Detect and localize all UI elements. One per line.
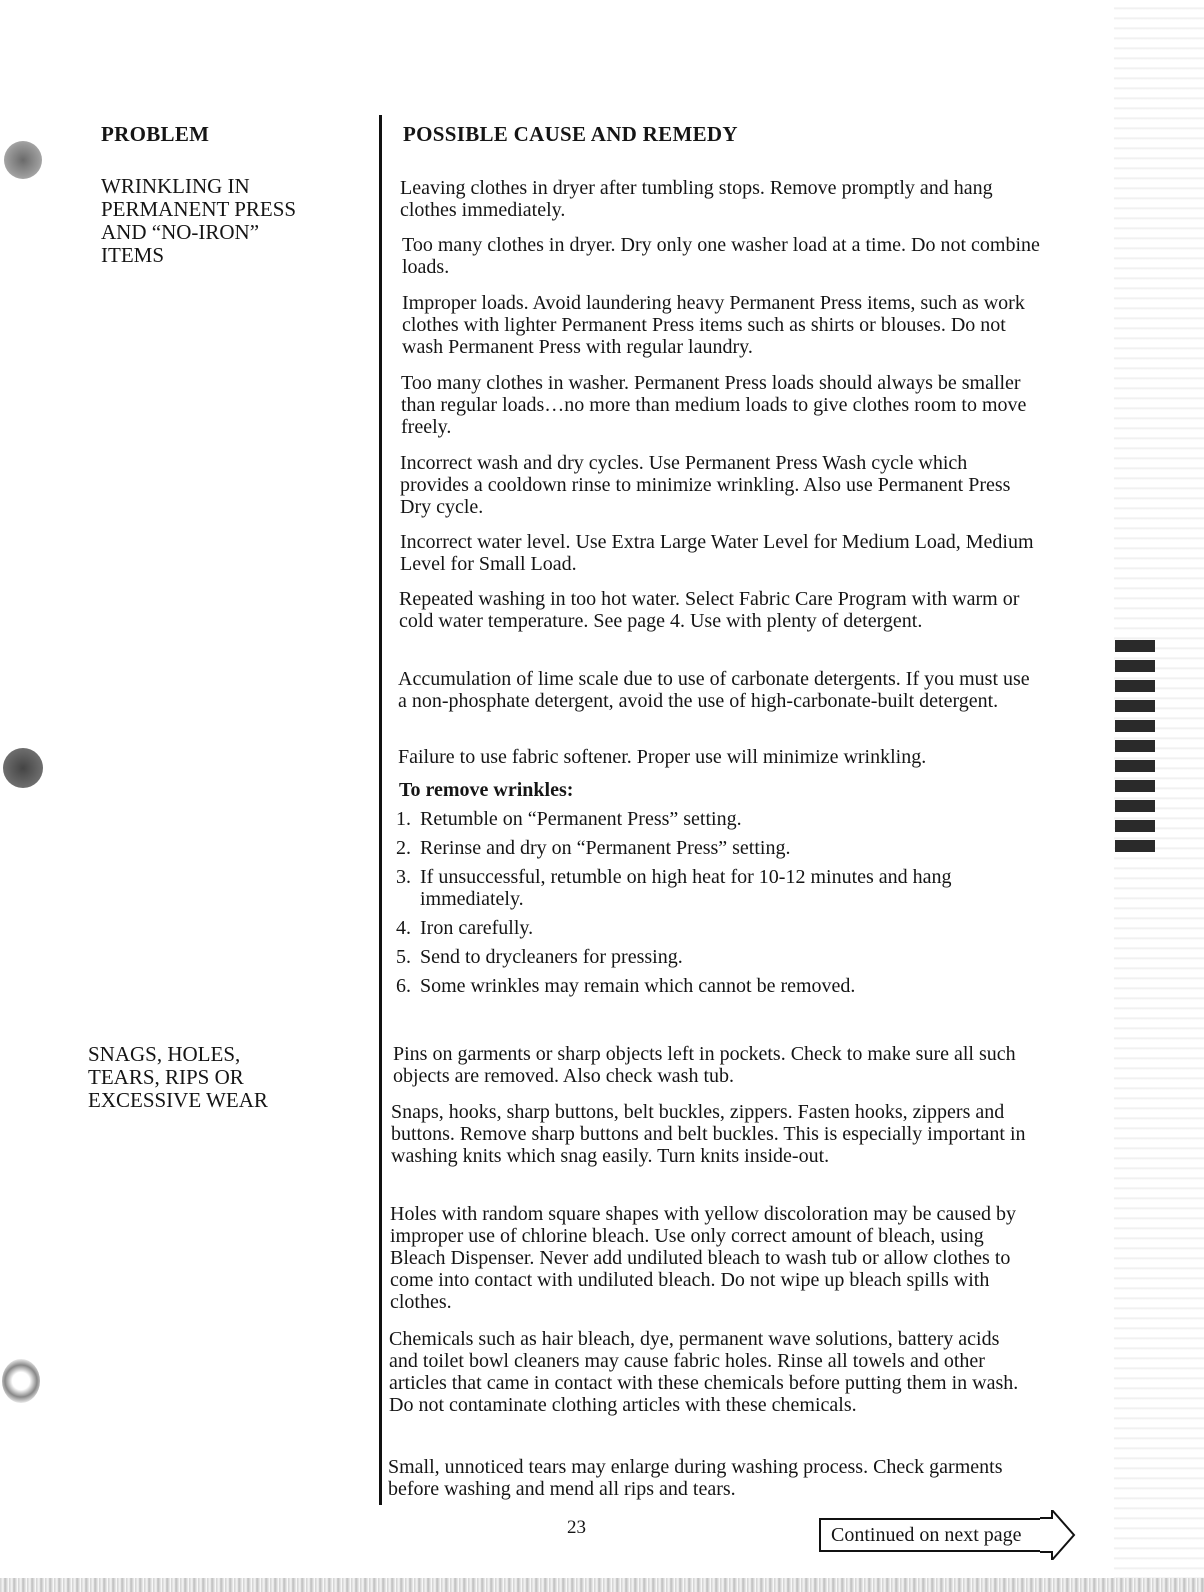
scan-bottom-edge: [0, 1578, 1204, 1592]
remove-wrinkles-heading: To remove wrinkles:: [399, 779, 574, 801]
wrinkling-cause-8: Accumulation of lime scale due to use of carbonate detergents. If you must use a non-phosphate detergent, avoid the use of high-carbonate-built detergent.: [398, 668, 1030, 712]
list-item: 3. If unsuccessful, retumble on high heat for 10-12 minutes and hang immediately.: [396, 866, 952, 910]
wrinkling-cause-4: Too many clothes in washer. Permanent Press loads should always be smaller than regular loads…no more than medium loads to give clothes room to move freely.: [401, 372, 1027, 438]
wrinkling-cause-5: Incorrect wash and dry cycles. Use Permanent Press Wash cycle which provides a cooldown rinse to minimize wrinkling. Also use Permanent Press Dry cycle.: [400, 452, 1011, 518]
wrinkling-cause-2: Too many clothes in dryer. Dry only one washer load at a time. Do not combine loads.: [402, 234, 1040, 278]
binder-hole-icon: [2, 1359, 40, 1403]
list-item: 4. Iron carefully.: [396, 917, 534, 939]
scan-edge-marks: [1115, 640, 1155, 860]
list-item: 1. Retumble on “Permanent Press” setting.: [396, 808, 742, 830]
problem-heading: PROBLEM: [101, 122, 210, 146]
wrinkling-cause-1: Leaving clothes in dryer after tumbling stops. Remove promptly and hang clothes immediately.: [400, 177, 993, 221]
snag-cause-1: Pins on garments or sharp objects left in pockets. Check to make sure all such objects are removed. Also check wash tub.: [393, 1043, 1016, 1087]
page-number: 23: [567, 1517, 586, 1538]
problem-snags-label: SNAGS, HOLES, TEARS, RIPS OR EXCESSIVE WEAR: [88, 1042, 268, 1112]
wrinkling-cause-9: Failure to use fabric softener. Proper use will minimize wrinkling.: [398, 746, 927, 768]
list-item: 6. Some wrinkles may remain which cannot be removed.: [396, 975, 856, 997]
column-divider: [379, 115, 382, 1505]
snag-cause-5: Small, unnoticed tears may enlarge during washing process. Check garments before washing and mend all rips and tears.: [388, 1456, 1003, 1500]
remove-wrinkles-steps: [396, 808, 1036, 1004]
binder-hole-icon: [3, 748, 43, 788]
arrow-right-icon: [1040, 1510, 1076, 1560]
snag-cause-4: Chemicals such as hair bleach, dye, permanent wave solutions, battery acids and toilet bowl cleaners may cause fabric holes. Rinse all towels and other articles that came in contact with these chemicals before putting them in wash. Do not contaminate clothing articles with these chemicals.: [389, 1328, 1019, 1416]
wrinkling-cause-6: Incorrect water level. Use Extra Large Water Level for Medium Load, Medium Level for Small Load.: [400, 531, 1034, 575]
continued-on-next-page-link[interactable]: Continued on next page: [819, 1518, 1051, 1552]
wrinkling-cause-7: Repeated washing in too hot water. Select Fabric Care Program with warm or cold water temperature. See page 4. Use with plenty of detergent.: [399, 588, 1020, 632]
snag-cause-3: Holes with random square shapes with yellow discoloration may be caused by improper use of chlorine bleach. Use only correct amount of bleach, using Bleach Dispenser. Never add undiluted bleach to wash tub or allow clothes to come into contact with undiluted bleach. Do not wipe up bleach spills with clothes.: [390, 1203, 1016, 1313]
cause-remedy-heading: POSSIBLE CAUSE AND REMEDY: [403, 122, 738, 146]
list-item: 2. Rerinse and dry on “Permanent Press” setting.: [396, 837, 791, 859]
binder-hole-icon: [4, 141, 42, 179]
wrinkling-cause-3: Improper loads. Avoid laundering heavy Permanent Press items, such as work clothes with lighter Permanent Press items such as shirts or blouses. Do not wash Permanent Press with regular laundry.: [402, 292, 1025, 358]
list-item: 5. Send to drycleaners for pressing.: [396, 946, 683, 968]
snag-cause-2: Snaps, hooks, sharp buttons, belt buckles, zippers. Fasten hooks, zippers and buttons. Remove sharp buttons and belt buckles. This is especially important in washing knits which snag easily. Turn knits inside-out.: [391, 1101, 1026, 1167]
problem-wrinkling-label: WRINKLING IN PERMANENT PRESS AND “NO-IRON” ITEMS: [101, 174, 297, 267]
